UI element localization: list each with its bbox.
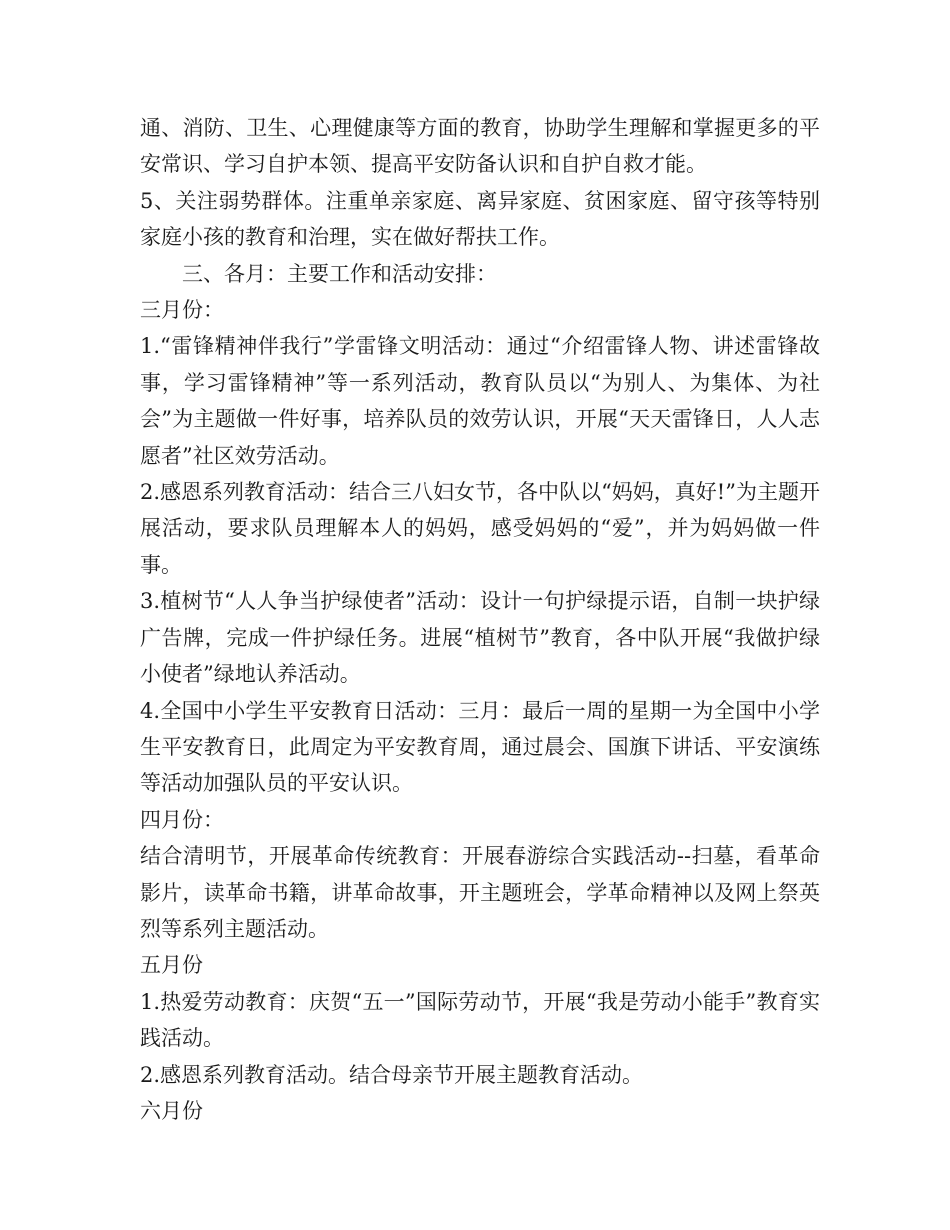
march-item-1: 1.“雷锋精神伴我行”学雷锋文明活动：通过“介绍雷锋人物、讲述雷锋故事，学习雷锋精神”等一系列活动，教育队员以“为别人、为集体、为社会”为主题做一件好事，培养队员的效劳认识，开展“天天雷锋日，人人志愿者”社区效劳活动。	[140, 334, 820, 468]
document-body	[140, 110, 820, 1129]
may-item-2: 2.感恩系列教育活动。结合母亲节开展主题教育活动。	[140, 1062, 644, 1087]
march-item-2: 2.感恩系列教育活动：结合三八妇女节，各中队以“妈妈，真好!”为主题开展活动，要求队员理解本人的妈妈，感受妈妈的“爱”，并为妈妈做一件事。	[140, 480, 820, 577]
month-heading-april: 四月份：	[140, 807, 224, 832]
april-item: 结合清明节，开展革命传统教育：开展春游综合实践活动--扫墓，看革命影片，读革命书籍，讲革命故事，开主题班会，学革命精神以及网上祭英烈等系列主题活动。	[140, 844, 820, 941]
month-heading-may: 五月份	[140, 953, 203, 978]
month-heading-march: 三月份：	[140, 298, 224, 323]
march-item-3: 3.植树节“人人争当护绿使者”活动：设计一句护绿提示语，自制一块护绿广告牌，完成一件护绿任务。进展“植树节”教育，各中队开展“我做护绿小使者”绿地认养活动。	[140, 589, 820, 687]
march-item-4: 4.全国中小学生平安教育日活动：三月：最后一周的星期一为全国中小学生平安教育日，此周定为平安教育周，通过晨会、国旗下讲话、平安演练等活动加强队员的平安认识。	[140, 698, 820, 796]
section-heading-monthly-plan: 三、各月：主要工作和活动安排：	[182, 261, 497, 286]
paragraph-vulnerable-groups: 5、关注弱势群体。注重单亲家庭、离异家庭、贫困家庭、留守孩等特别家庭小孩的教育和治理，实在做好帮扶工作。	[140, 188, 820, 250]
month-heading-june: 六月份	[140, 1098, 203, 1123]
may-item-1: 1.热爱劳动教育：庆贺“五一”国际劳动节，开展“我是劳动小能手”教育实践活动。	[140, 989, 820, 1051]
paragraph-safety-education: 通、消防、卫生、心理健康等方面的教育，协助学生理解和掌握更多的平安常识、学习自护本领、提高平安防备认识和自护自救才能。	[140, 116, 820, 177]
